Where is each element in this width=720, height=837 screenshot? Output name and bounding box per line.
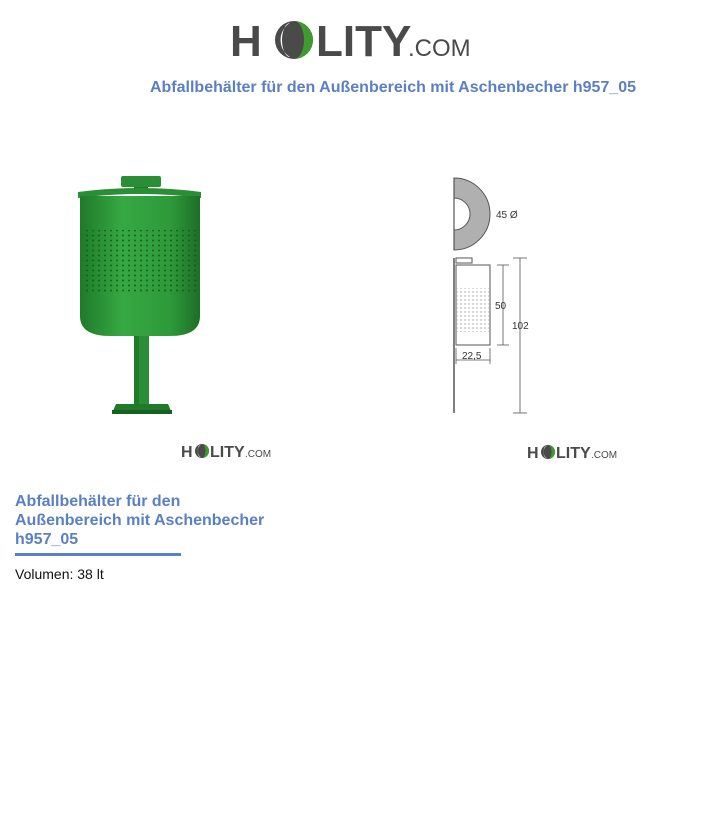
spec-value: 38 lt	[77, 566, 104, 582]
waste-bin-icon	[60, 168, 225, 418]
page-title: Abfallbehälter für den Außenbereich mit Aschenbecher h957_05	[149, 79, 637, 96]
dimension-drawing-icon	[395, 170, 555, 420]
technical-drawing	[395, 170, 555, 420]
brand-logo-small	[181, 440, 276, 467]
logo-domain: .COM	[408, 35, 471, 62]
product-title: Abfallbehälter für den Außenbereich mit Aschenbecher h957_05	[15, 493, 265, 548]
logo-suffix: LITY	[316, 17, 412, 66]
title-divider	[15, 553, 181, 556]
svg-text:.COM: .COM	[245, 449, 272, 460]
logo-swoosh-icon	[541, 445, 555, 459]
svg-text:.COM: .COM	[591, 450, 618, 461]
dim-depth: 22,5	[462, 351, 482, 362]
spec-label: Volumen	[15, 566, 70, 582]
logo-prefix: H	[230, 17, 262, 66]
logo-swoosh-icon	[195, 444, 209, 458]
svg-text:H: H	[181, 444, 193, 461]
svg-text:LITY: LITY	[556, 445, 591, 462]
logo-swoosh-icon	[275, 21, 313, 59]
dim-diameter: 45 Ø	[496, 210, 518, 221]
brand-logo-small	[527, 441, 622, 468]
product-photo	[60, 168, 225, 418]
dim-body-height: 50	[495, 301, 507, 312]
brand-logo[interactable]	[0, 8, 720, 68]
svg-text:LITY: LITY	[210, 444, 245, 461]
dim-total-height: 102	[512, 321, 529, 332]
svg-text:H: H	[527, 445, 539, 462]
spec-volume: Volumen: 38 lt	[15, 566, 104, 582]
